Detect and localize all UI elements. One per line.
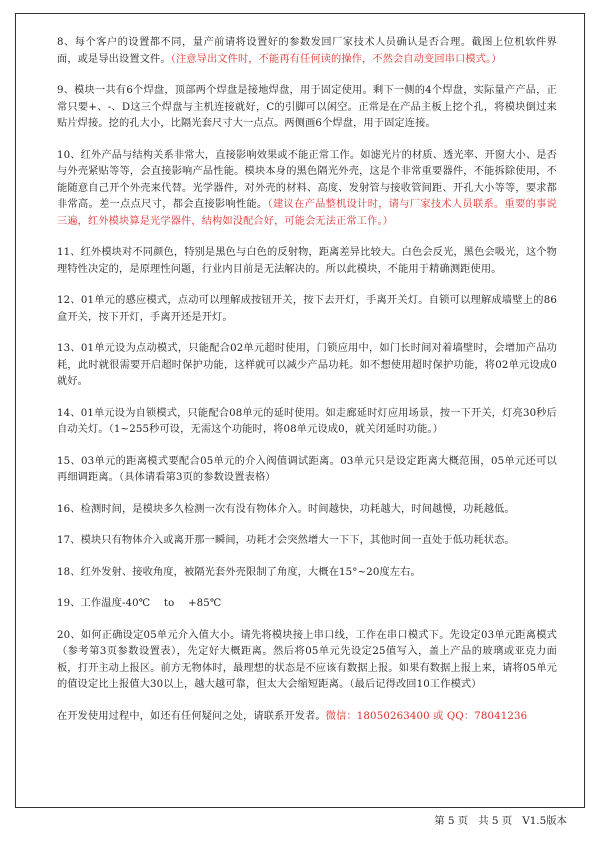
note-15: 15、03单元的距离模式要配合05单元的介入阀值调试距离。03单元只是设定距离大概范围，05单元还可以再细调距离。（具体请看第3页的参数设置表格）	[57, 455, 557, 483]
version-label: V1.5版本	[522, 815, 567, 827]
note-10: 10、红外产品与结构关系非常大，直接影响效果或不能正常工作。如滤光片的材质、透光率、开窗大小、是否与外壳紧贴等等，会直接影响产品性能。模块本身的黑色隔光外壳，这是个非常重要器件，不能拆除使用，不能随意自己开个外壳来代替。光学器件，对外壳的材料、高度、发射管与接收管间距、开孔大小等等，要求都非常高。差一点点尺寸，都会直接影响性能。（建议在产品整机设计时，请与厂家技术人员联系。重要的事说三遍，红外模块算是光学器件，结构如没配合好，可能会无法正常工作。）	[57, 149, 557, 227]
contact-line: 在开发使用过程中，如还有任何疑问之处，请联系开发者。微信：18050263400 或 QQ：78041236	[57, 710, 528, 722]
note-20: 20、如何正确设定05单元介入值大小。请先将模块接上串口线，工作在串口模式下。先设定03单元距离模式（参考第3页参数设置表），先定好大概距离。然后将05单元先设定25值写入，盖上产品的玻璃或亚克力面板，打开主动上报区。前方无物体时，最理想的状态是不应该有数据上报。如果有数据上报上来，请将05单元的值设定比上报值大30以上，越大越可靠，但太大会缩短距离。（最后记得改回10工作模式）	[57, 629, 557, 690]
page-footer	[434, 814, 567, 828]
note-9: 9、模块一共有6个焊盘，顶部两个焊盘是接地焊盘，用于固定使用。剩下一侧的4个焊盘，实际量产产品，正常只要+、-、D这三个焊盘与主机连接就好，C的引脚可以闲空。正常是在产品主板上挖个孔，将模块倒过来贴片焊接。挖的孔大小，比隔光套尺寸大一点点。两侧画6个焊盘，用于固定连接。	[57, 85, 557, 129]
note-12: 12、01单元的感应模式，点动可以理解成按钮开关，按下去开灯，手离开关灯。自锁可以理解成墙壁上的86盒开关，按下开灯，手离开还是开灯。	[57, 295, 557, 323]
total-pages: 共 5 页	[478, 815, 513, 827]
note-8: 8、每个客户的设置都不同，量产前请将设置好的参数发回厂家技术人员确认是否合理。截图上位机软件界面，或是导出设置文件。（注意导出文件时，不能再有任何读的操作，不然会自动变回串口模式。）	[57, 37, 557, 65]
warning-text: （建议在产品整机设计时，请与厂家技术人员联系。重要的事说三遍，红外模块算是光学器件，结构如没配合好，可能会无法正常工作。）	[57, 199, 557, 227]
note-18: 18、红外发射、接收角度，被隔光套外壳限制了角度，大概在15°~20度左右。	[57, 566, 421, 578]
warning-text: （注意导出文件时，不能再有任何读的操作，不然会自动变回串口模式。）	[170, 53, 502, 65]
note-16: 16、检测时间，是模块多久检测一次有没有物体介入。时间越快，功耗越大，时间越慢，功耗越低。	[57, 503, 515, 515]
document-body	[57, 35, 557, 740]
note-11: 11、红外模块对不同颜色，特别是黑色与白色的反射物，距离差异比较大。白色会反光，黑色会吸光，这个物理特性决定的，是原理性问题，行业内目前是无法解决的。所以此模块，不能用于精确测距使用。	[57, 247, 557, 275]
note-13: 13、01单元设为点动模式，只能配合02单元超时使用，门锁应用中，如门长时间对着墙壁时，会增加产品功耗，此时就很需要开启超时保护功能，这样就可以减少产品功耗。如不想使用超时保护功能，将02单元设成0就好。	[57, 343, 557, 387]
contact-info: 微信：18050263400 或 QQ：78041236	[325, 710, 528, 722]
note-19: 19、工作温度-40℃ to +85℃	[57, 598, 222, 609]
page-number: 第 5 页	[434, 815, 469, 827]
note-17: 17、模块只有物体介入或离开那一瞬间，功耗才会突然增大一下下，其他时间一直处于低功耗状态。	[57, 535, 515, 546]
note-14: 14、01单元设为自锁模式，只能配合08单元的延时使用。如走廊延时灯应用场景，按一下开关，灯亮30秒后自动关灯。（1~255秒可设，无需这个功能时，将08单元设成0，就关闭延时功能。）	[57, 407, 557, 435]
